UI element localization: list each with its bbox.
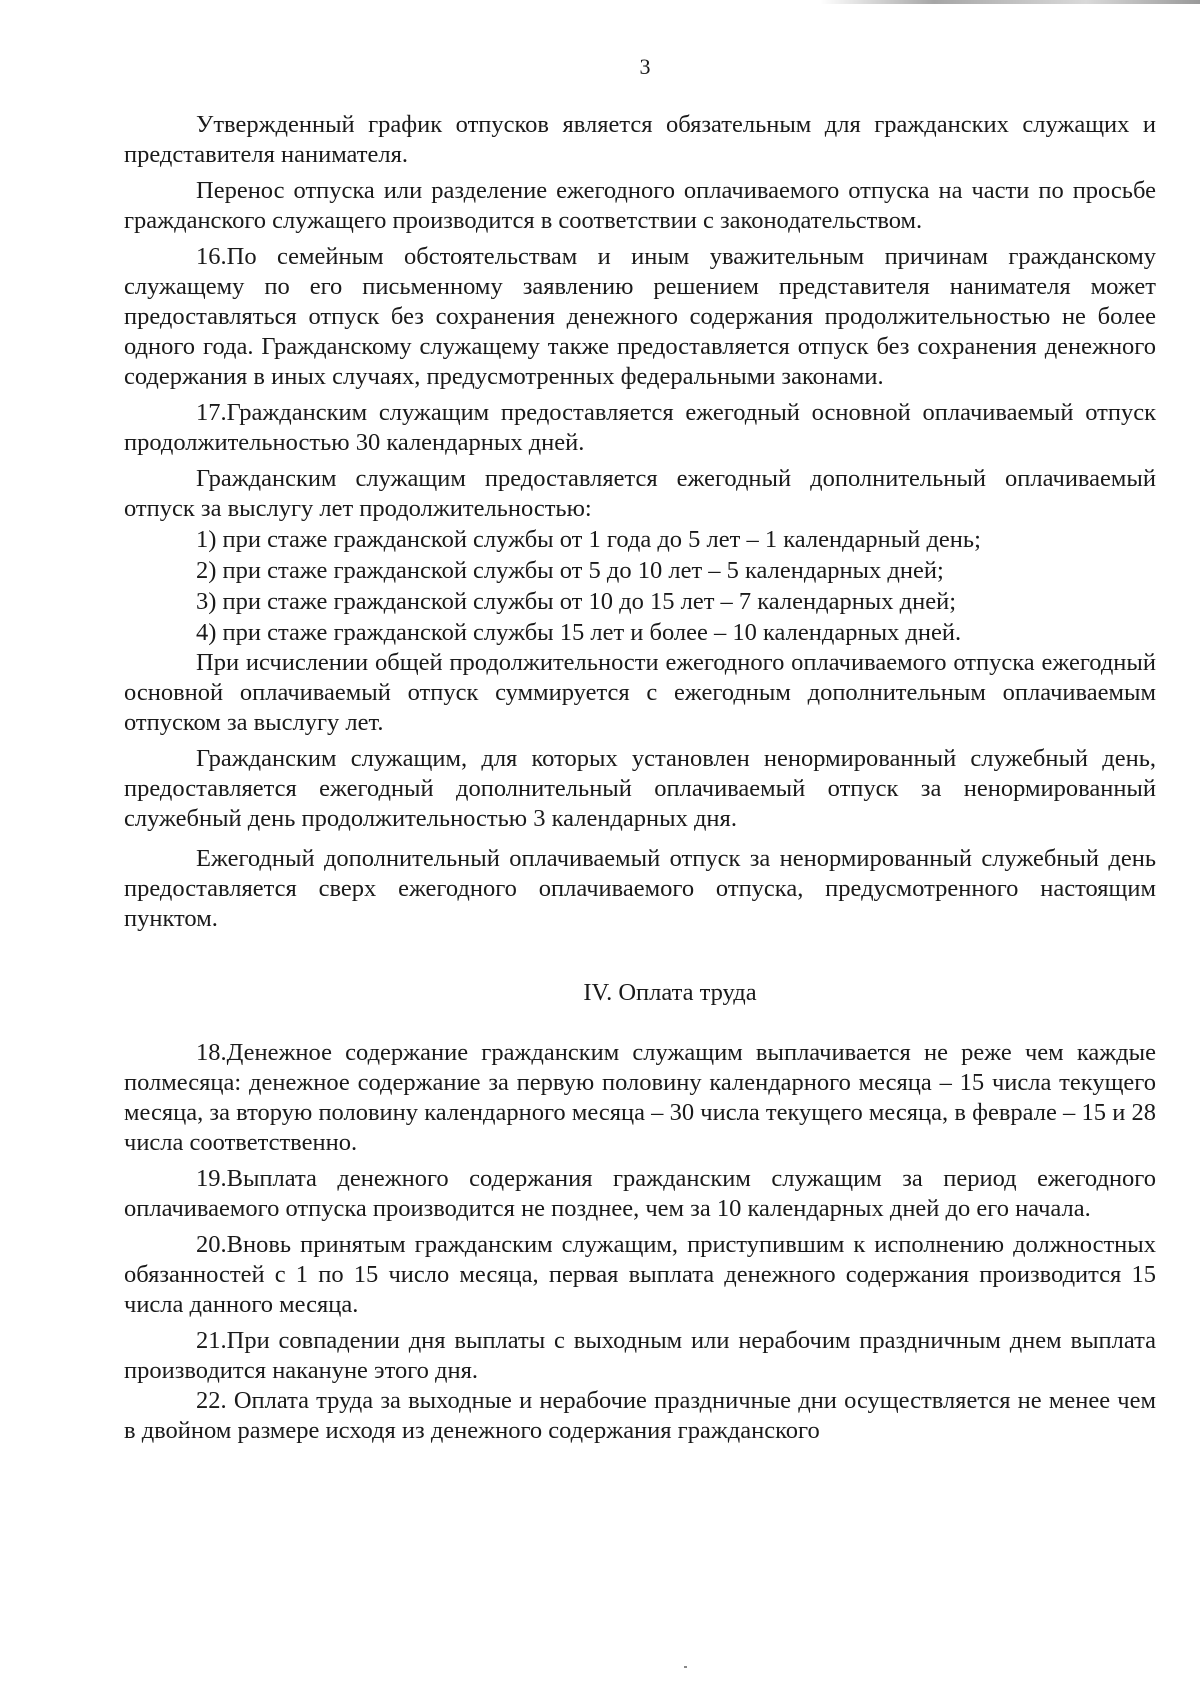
paragraph-irregular-day-extra: Ежегодный дополнительный оплачиваемый отпуск за ненормированный служебный день предоставляется сверх ежегодного оплачиваемого отпуска, предусмотренного настоящим пунктом. xyxy=(124,845,1156,932)
section-heading: IV. Оплата труда xyxy=(583,979,757,1006)
list-item: 1) при стаже гражданской службы от 1 года до 5 лет – 1 календарный день; xyxy=(196,526,981,553)
seniority-list xyxy=(124,524,1156,648)
list-item: 3) при стаже гражданской службы от 10 до 15 лет – 7 календарных дней; xyxy=(196,588,957,615)
document-body xyxy=(124,110,1156,1446)
scan-speck xyxy=(684,1666,687,1668)
paragraph-21-holiday-payment: 21.При совпадении дня выплаты с выходным или нерабочим праздничным днем выплата производится накануне этого дня. xyxy=(124,1327,1156,1384)
paragraph-20-new-employees: 20.Вновь принятым гражданским служащим, приступившим к исполнению должностных обязанностей с 1 по 15 число месяца, первая выплата денежного содержания производится 15 числа данного месяца. xyxy=(124,1231,1156,1318)
list-item: 4) при стаже гражданской службы 15 лет и более – 10 календарных дней. xyxy=(196,619,962,646)
paragraph-leave-summation: При исчислении общей продолжительности ежегодного оплачиваемого отпуска ежегодный основной оплачиваемый отпуск суммируется с ежегодным дополнительным оплачиваемым отпуском за выслугу лет. xyxy=(124,649,1156,736)
paragraph-vacation-transfer: Перенос отпуска или разделение ежегодного оплачиваемого отпуска на части по просьбе гражданского служащего производится в соответствии с законодательством. xyxy=(124,177,1156,234)
paragraph-22-weekend-pay: 22. Оплата труда за выходные и нерабочие праздничные дни осуществляется не менее чем в двойном размере исходя из денежного содержания гражданского xyxy=(124,1387,1156,1444)
page-number: 3 xyxy=(639,54,651,79)
list-item: 2) при стаже гражданской службы от 5 до 10 лет – 5 календарных дней; xyxy=(196,557,944,584)
paragraph-seniority-leave: Гражданским служащим предоставляется ежегодный дополнительный оплачиваемый отпуск за выслугу лет продолжительностью: xyxy=(124,465,1156,522)
paragraph-irregular-day-leave: Гражданским служащим, для которых установлен ненормированный служебный день, предоставляется ежегодный дополнительный оплачиваемый отпуск за ненормированный служебный день продолжительностью 3 календарных дня. xyxy=(124,745,1156,832)
scan-edge-mark xyxy=(820,0,1200,4)
paragraph-vacation-schedule: Утвержденный график отпусков является обязательным для гражданских служащих и представителя нанимателя. xyxy=(124,111,1156,168)
paragraph-17-basic-leave: 17.Гражданским служащим предоставляется ежегодный основной оплачиваемый отпуск продолжительностью 30 календарных дней. xyxy=(124,399,1156,456)
paragraph-18-salary-payment: 18.Денежное содержание гражданским служащим выплачивается не реже чем каждые полмесяца: денежное содержание за первую половину календарного месяца – 15 числа текущего месяца, за вторую половину календарного месяца – 30 числа текущего месяца, в феврале – 15 и 28 числа соответственно. xyxy=(124,1039,1156,1156)
paragraph-19-vacation-pay: 19.Выплата денежного содержания гражданским служащим за период ежегодного оплачиваемого отпуска производится не позднее, чем за 10 календарных дней до его начала. xyxy=(124,1165,1156,1222)
paragraph-16-unpaid-leave: 16.По семейным обстоятельствам и иным уважительным причинам гражданскому служащему по его письменному заявлению решением представителя нанимателя может предоставляться отпуск без сохранения денежного содержания продолжительностью не более одного года. Гражданскому служащему также предоставляется отпуск без сохранения денежного содержания в иных случаях, предусмотренных федеральными законами. xyxy=(124,243,1156,390)
